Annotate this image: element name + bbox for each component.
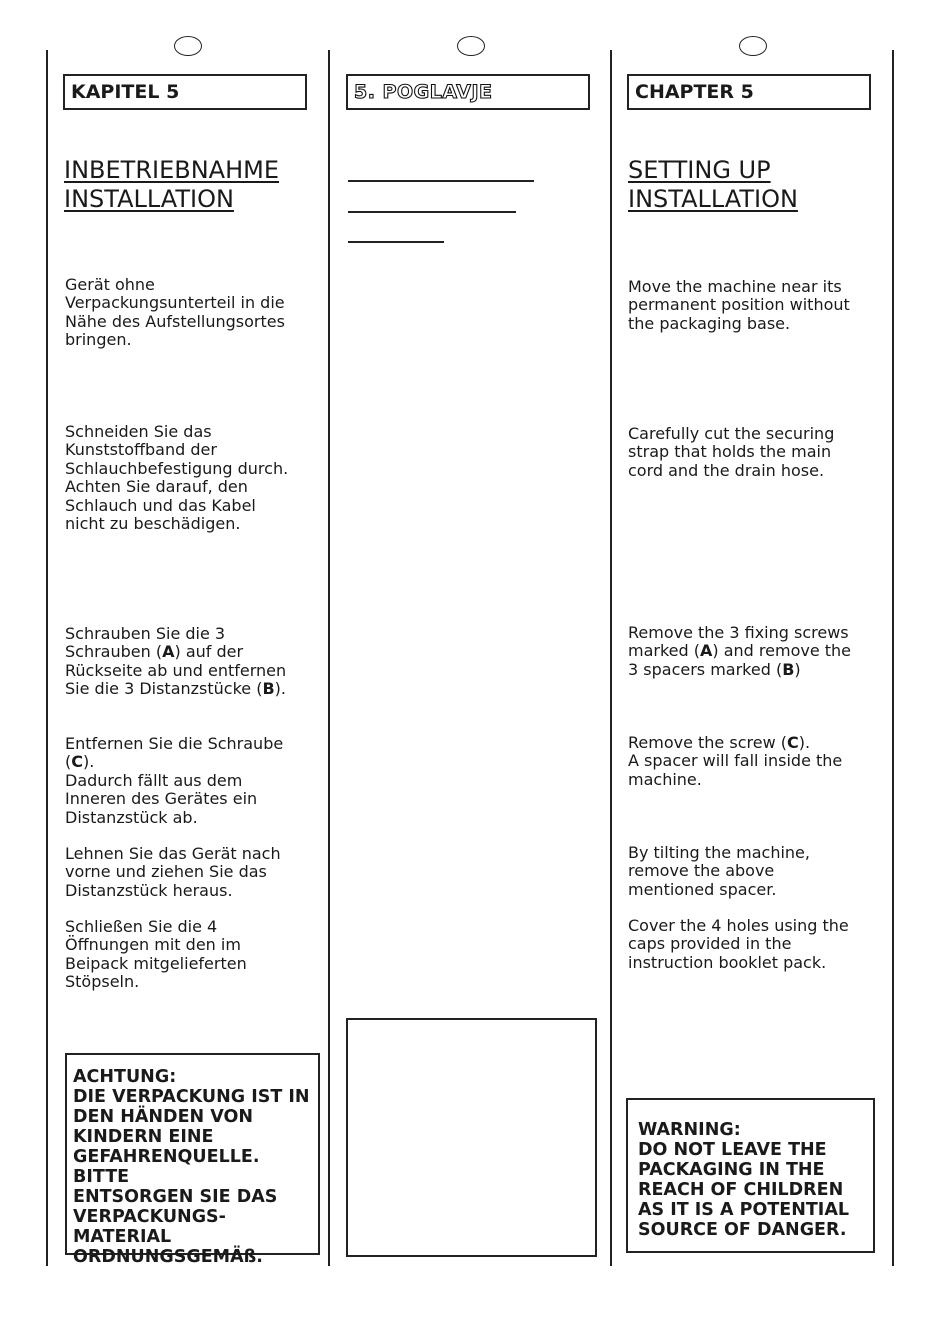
step-en-2: Carefully cut the securing strap that holds the main cord and the drain hose. bbox=[628, 424, 835, 480]
warning-box-de bbox=[65, 1053, 320, 1267]
step-en-1: Move the machine near its permanent position without the packaging base. bbox=[628, 277, 850, 333]
heading-underline bbox=[348, 211, 516, 213]
heading-line: INSTALLATION bbox=[628, 185, 798, 213]
heading-line: INSTALLATION bbox=[64, 185, 234, 213]
step-de-1: Gerät ohne Verpackungsunterteil in die Nähe des Aufstellungsortes bringen. bbox=[65, 275, 285, 350]
step-en-6: Cover the 4 holes using the caps provided in the instruction booklet pack. bbox=[628, 916, 849, 972]
language-marker-sl bbox=[457, 36, 485, 56]
heading-underline bbox=[348, 180, 534, 182]
chapter-title-de: KAPITEL 5 bbox=[63, 74, 307, 110]
warning-box-sl bbox=[346, 1018, 597, 1257]
step-en-4: Remove the screw (C). A spacer will fall inside the machine. bbox=[628, 733, 843, 789]
warning-box-en bbox=[626, 1098, 875, 1253]
column-divider bbox=[328, 50, 330, 1266]
step-en-3: Remove the 3 fixing screws marked (A) and remove the 3 spacers marked (B) bbox=[628, 623, 852, 679]
step-de-6: Schließen Sie die 4 Öffnungen mit den im Beipack mitgelieferten Stöpseln. bbox=[65, 917, 247, 992]
step-de-2: Schneiden Sie das Kunststoffband der Schlauchbefestigung durch. Achten Sie darauf, den Schlauch und das Kabel nicht zu beschädigen. bbox=[65, 422, 289, 534]
section-heading-de bbox=[64, 156, 279, 214]
step-de-4: Entfernen Sie die Schraube (C). Dadurch fällt aus dem Inneren des Gerätes ein Distanzstück ab. bbox=[65, 734, 284, 827]
step-en-5: By tilting the machine, remove the above mentioned spacer. bbox=[628, 843, 810, 899]
heading-line: INBETRIEBNAHME bbox=[64, 156, 279, 184]
section-heading-en bbox=[628, 156, 798, 214]
warning-text-de: ACHTUNG: DIE VERPACKUNG IST IN DEN HÄNDEN VON KINDERN EINE GEFAHRENQUELLE. BITTE ENTSORGEN SIE DAS VERPACKUNGS- MATERIAL ORDNUNGSGEMÄß. bbox=[73, 1067, 310, 1267]
warning-text-en: WARNING: DO NOT LEAVE THE PACKAGING IN THE REACH OF CHILDREN AS IT IS A POTENTIAL SOURCE OF DANGER. bbox=[638, 1120, 850, 1240]
chapter-title-sl: 5. POGLAVJE bbox=[346, 74, 590, 110]
column-divider bbox=[610, 50, 612, 1266]
column-divider bbox=[46, 50, 48, 1266]
column-divider bbox=[892, 50, 894, 1266]
step-de-3: Schrauben Sie die 3 Schrauben (A) auf der Rückseite ab und entfernen Sie die 3 Distanzstücke (B). bbox=[65, 624, 287, 699]
language-marker-de bbox=[174, 36, 202, 56]
chapter-title-en: CHAPTER 5 bbox=[627, 74, 871, 110]
heading-line: SETTING UP bbox=[628, 156, 771, 184]
language-marker-en bbox=[739, 36, 767, 56]
step-de-5: Lehnen Sie das Gerät nach vorne und ziehen Sie das Distanzstück heraus. bbox=[65, 844, 281, 900]
heading-underline bbox=[348, 241, 444, 243]
